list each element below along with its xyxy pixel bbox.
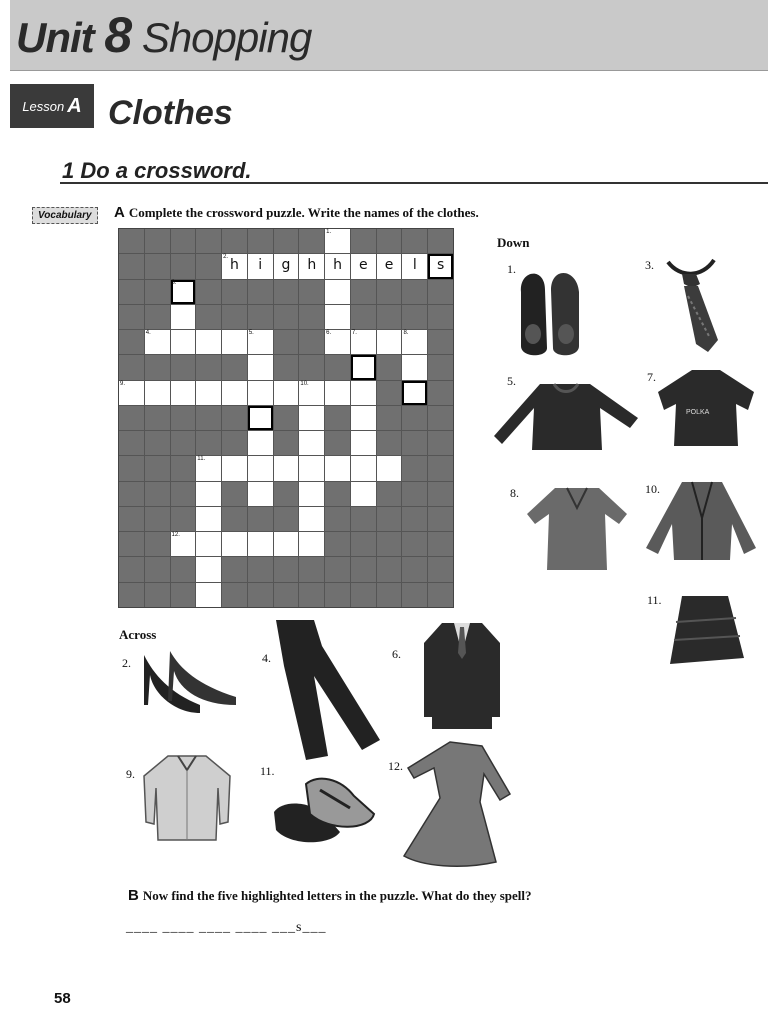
crossword-blank [222, 507, 247, 531]
crossword-blank [248, 229, 273, 253]
crossword-cell[interactable] [325, 280, 350, 304]
across-clue-11-number: 11. [260, 764, 275, 778]
crossword-cell[interactable] [222, 254, 247, 278]
entered-letter: i [258, 257, 263, 274]
crossword-blank [171, 406, 196, 430]
across-clue-9-number: 9. [126, 767, 135, 781]
crossword-blank [274, 583, 299, 607]
crossword-blank [119, 583, 144, 607]
across-heading: Across [119, 627, 157, 642]
crossword-grid [118, 228, 454, 608]
part-b-letter: B [128, 887, 139, 904]
crossword-blank [428, 482, 453, 506]
crossword-blank [351, 557, 376, 581]
crossword-cell[interactable] [299, 406, 324, 430]
crossword-blank [145, 229, 170, 253]
crossword-cell[interactable] [248, 381, 273, 405]
page-number: 58 [54, 990, 71, 1007]
entered-letter: e [358, 257, 368, 274]
crossword-blank [222, 431, 247, 455]
crossword-blank [119, 532, 144, 556]
crossword-cell[interactable] [248, 431, 273, 455]
crossword-cell[interactable] [325, 330, 350, 354]
crossword-blank [402, 557, 427, 581]
crossword-blank [402, 229, 427, 253]
crossword-blank [171, 583, 196, 607]
high-heels-icon [140, 645, 242, 717]
crossword-cell[interactable] [274, 254, 299, 278]
crossword-blank [222, 280, 247, 304]
part-b-heading [128, 887, 532, 905]
crossword-cell[interactable] [196, 482, 221, 506]
crossword-cell[interactable] [351, 254, 376, 278]
crossword-blank [171, 355, 196, 379]
crossword-blank [351, 507, 376, 531]
section-divider [60, 182, 768, 184]
across-clue-6-number: 6. [392, 647, 401, 661]
tie-icon [660, 256, 722, 354]
crossword-blank [119, 406, 144, 430]
crossword-blank [428, 330, 453, 354]
unit-name: Shopping [141, 14, 312, 61]
crossword-blank [325, 557, 350, 581]
clue-number: 12. [171, 532, 180, 539]
crossword-blank [402, 507, 427, 531]
crossword-cell[interactable] [248, 482, 273, 506]
down-clue-7-number: 7. [647, 370, 656, 384]
crossword-cell[interactable] [248, 330, 273, 354]
crossword-blank [145, 305, 170, 329]
crossword-blank [402, 583, 427, 607]
vocabulary-tag: Vocabulary [32, 207, 98, 224]
crossword-cell[interactable] [351, 330, 376, 354]
down-clue-10-number: 10. [645, 482, 660, 496]
crossword-blank [119, 280, 144, 304]
crossword-blank [428, 532, 453, 556]
crossword-cell[interactable] [145, 330, 170, 354]
crossword-cell[interactable] [119, 381, 144, 405]
crossword-cell[interactable] [196, 456, 221, 480]
crossword-blank [248, 507, 273, 531]
entered-letter: h [333, 257, 342, 274]
crossword-cell[interactable] [171, 381, 196, 405]
crossword-blank [145, 583, 170, 607]
clue-number: 6. [326, 330, 332, 337]
crossword-cell[interactable] [377, 254, 402, 278]
crossword-cell[interactable] [274, 381, 299, 405]
crossword-blank [171, 456, 196, 480]
crossword-blank [196, 355, 221, 379]
crossword-blank [196, 254, 221, 278]
crossword-blank [222, 482, 247, 506]
crossword-blank [325, 355, 350, 379]
crossword-blank [325, 482, 350, 506]
crossword-cell[interactable] [171, 280, 196, 304]
crossword-blank [119, 557, 144, 581]
crossword-blank [351, 305, 376, 329]
crossword-blank [119, 355, 144, 379]
crossword-blank [377, 482, 402, 506]
sweater-icon [492, 378, 642, 454]
crossword-cell[interactable] [351, 381, 376, 405]
lesson-title: Clothes [108, 94, 233, 132]
blouse-icon [525, 484, 629, 574]
clue-number: 4. [145, 330, 151, 337]
part-a-instruction: Complete the crossword puzzle. Write the names of the clothes. [128, 205, 479, 220]
crossword-blank [428, 583, 453, 607]
crossword-cell[interactable] [299, 431, 324, 455]
crossword-cell[interactable] [299, 456, 324, 480]
crossword-blank [428, 456, 453, 480]
crossword-cell[interactable] [145, 381, 170, 405]
crossword-blank [299, 355, 324, 379]
crossword-cell[interactable] [299, 381, 324, 405]
crossword-blank [145, 532, 170, 556]
crossword-blank [351, 280, 376, 304]
crossword-cell[interactable] [222, 381, 247, 405]
crossword-cell[interactable] [196, 381, 221, 405]
crossword-blank [428, 507, 453, 531]
entered-letter: h [230, 257, 239, 274]
crossword-blank [377, 381, 402, 405]
crossword-blank [402, 456, 427, 480]
crossword-cell[interactable] [196, 557, 221, 581]
down-clue-5-number: 5. [507, 374, 516, 388]
crossword-blank [145, 355, 170, 379]
crossword-cell[interactable] [325, 305, 350, 329]
crossword-cell[interactable] [222, 330, 247, 354]
part-a-letter: A [114, 204, 125, 221]
across-clue-12-number: 12. [388, 759, 403, 773]
entered-letter: h [307, 257, 317, 274]
crossword-cell[interactable] [171, 305, 196, 329]
crossword-blank [222, 305, 247, 329]
clue-number: 8. [403, 330, 409, 337]
crossword-cell[interactable] [325, 229, 350, 253]
crossword-blank [145, 431, 170, 455]
shoes-icon [515, 262, 585, 360]
crossword-blank [274, 280, 299, 304]
clue-number: 9. [120, 380, 126, 387]
crossword-blank [325, 406, 350, 430]
crossword-cell[interactable] [299, 254, 324, 278]
lesson-tab [10, 84, 94, 128]
crossword-blank [171, 482, 196, 506]
jacket-icon [644, 478, 760, 562]
crossword-blank [377, 280, 402, 304]
answer-blanks[interactable]: ____ ____ ____ ____ ___s___ [126, 920, 327, 935]
crossword-blank [377, 532, 402, 556]
crossword-blank [377, 507, 402, 531]
crossword-blank [222, 355, 247, 379]
entered-letter: e [384, 257, 394, 274]
crossword-blank [274, 557, 299, 581]
crossword-blank [119, 482, 144, 506]
crossword-blank [428, 557, 453, 581]
crossword-blank [196, 305, 221, 329]
crossword-blank [196, 229, 221, 253]
crossword-blank [222, 557, 247, 581]
crossword-blank [428, 229, 453, 253]
crossword-blank [274, 482, 299, 506]
crossword-blank [377, 431, 402, 455]
crossword-blank [299, 305, 324, 329]
crossword-blank [428, 406, 453, 430]
crossword-blank [377, 406, 402, 430]
crossword-blank [299, 557, 324, 581]
crossword-blank [145, 456, 170, 480]
clue-number: 10. [300, 380, 309, 387]
crossword-blank [377, 355, 402, 379]
crossword-blank [299, 583, 324, 607]
across-clue-4-number: 4. [262, 651, 271, 665]
crossword-blank [351, 229, 376, 253]
section-title: 1 Do a crossword. [62, 158, 252, 183]
clue-number: 3. [171, 279, 177, 286]
crossword-blank [428, 431, 453, 455]
down-heading: Down [497, 235, 530, 250]
crossword-blank [145, 507, 170, 531]
crossword-blank [248, 583, 273, 607]
crossword-cell[interactable] [351, 355, 376, 379]
entered-letter: l [412, 257, 417, 274]
crossword-blank [119, 507, 144, 531]
entered-letter: g [281, 257, 291, 274]
crossword-blank [325, 431, 350, 455]
crossword-blank [402, 305, 427, 329]
crossword-cell[interactable] [196, 507, 221, 531]
clue-number: 2. [223, 254, 229, 261]
crossword-cell[interactable] [351, 406, 376, 430]
crossword-cell[interactable] [325, 456, 350, 480]
crossword-blank [274, 507, 299, 531]
crossword-cell[interactable] [299, 532, 324, 556]
crossword-blank [171, 229, 196, 253]
crossword-blank [145, 254, 170, 278]
clue-number: 5. [248, 330, 254, 337]
crossword-cell[interactable] [299, 507, 324, 531]
suit-icon [422, 613, 502, 731]
clue-number: 7. [351, 330, 357, 337]
crossword-blank [351, 532, 376, 556]
clue-number: 11. [197, 456, 206, 463]
crossword-cell[interactable] [196, 330, 221, 354]
unit-title [16, 6, 311, 64]
crossword-blank [119, 254, 144, 278]
crossword-cell[interactable] [171, 330, 196, 354]
pants-icon [270, 616, 382, 762]
sneakers-icon [270, 770, 378, 850]
crossword-blank [171, 254, 196, 278]
crossword-blank [274, 229, 299, 253]
clue-number: 1. [326, 229, 332, 235]
crossword-cell[interactable] [377, 456, 402, 480]
crossword-cell[interactable] [248, 254, 273, 278]
crossword-blank [222, 583, 247, 607]
crossword-cell[interactable] [274, 456, 299, 480]
crossword-blank [299, 280, 324, 304]
crossword-blank [196, 431, 221, 455]
crossword-blank [299, 330, 324, 354]
crossword-cell[interactable] [325, 381, 350, 405]
crossword-blank [274, 305, 299, 329]
crossword-blank [171, 431, 196, 455]
crossword-blank [377, 305, 402, 329]
crossword-cell[interactable] [351, 456, 376, 480]
crossword-blank [145, 406, 170, 430]
t-shirt-print: POLKA [686, 409, 710, 416]
crossword-cell[interactable] [299, 482, 324, 506]
crossword-blank [299, 229, 324, 253]
crossword-blank [274, 431, 299, 455]
crossword-cell[interactable] [248, 355, 273, 379]
lesson-letter: A [67, 94, 82, 117]
dress-icon [400, 738, 512, 870]
down-clue-1-number: 1. [507, 262, 516, 276]
t-shirt-icon [656, 366, 756, 450]
shirt-icon [142, 752, 232, 844]
down-clue-3-number: 3. [645, 258, 654, 272]
crossword-blank [145, 280, 170, 304]
crossword-blank [196, 406, 221, 430]
crossword-blank [119, 229, 144, 253]
crossword-cell[interactable] [377, 330, 402, 354]
crossword-blank [248, 305, 273, 329]
crossword-blank [171, 557, 196, 581]
crossword-blank [171, 507, 196, 531]
crossword-blank [274, 330, 299, 354]
crossword-blank [402, 406, 427, 430]
crossword-blank [325, 507, 350, 531]
crossword-blank [402, 431, 427, 455]
crossword-cell[interactable] [171, 532, 196, 556]
crossword-blank [402, 280, 427, 304]
crossword-cell[interactable] [402, 254, 427, 278]
part-b-instruction: Now find the five highlighted letters in the puzzle. What do they spell? [142, 888, 532, 903]
crossword-blank [428, 280, 453, 304]
crossword-cell[interactable] [196, 532, 221, 556]
crossword-cell[interactable] [222, 532, 247, 556]
lesson-label: Lesson [22, 98, 65, 114]
crossword-blank [119, 305, 144, 329]
crossword-blank [119, 330, 144, 354]
crossword-blank [325, 583, 350, 607]
crossword-cell[interactable] [274, 532, 299, 556]
down-clue-11-number: 11. [647, 593, 662, 607]
down-clue-8-number: 8. [510, 486, 519, 500]
crossword-blank [377, 229, 402, 253]
crossword-blank [274, 406, 299, 430]
crossword-blank [351, 583, 376, 607]
unit-number: 8 [104, 7, 132, 63]
crossword-blank [196, 280, 221, 304]
crossword-cell[interactable] [351, 431, 376, 455]
part-a-heading [114, 204, 479, 222]
crossword-blank [377, 583, 402, 607]
crossword-cell[interactable] [402, 330, 427, 354]
crossword-blank [222, 406, 247, 430]
crossword-blank [274, 355, 299, 379]
skirt-icon [666, 592, 746, 668]
crossword-blank [248, 557, 273, 581]
crossword-blank [428, 381, 453, 405]
crossword-cell[interactable] [402, 381, 427, 405]
across-clue-2-number: 2. [122, 656, 131, 670]
crossword-blank [325, 532, 350, 556]
crossword-cell[interactable] [222, 456, 247, 480]
crossword-blank [119, 456, 144, 480]
crossword-blank [145, 557, 170, 581]
crossword-blank [377, 557, 402, 581]
crossword-blank [428, 305, 453, 329]
crossword-blank [428, 355, 453, 379]
crossword-blank [402, 532, 427, 556]
crossword-blank [145, 482, 170, 506]
crossword-cell[interactable] [351, 482, 376, 506]
crossword-cell[interactable] [325, 254, 350, 278]
crossword-blank [402, 482, 427, 506]
crossword-blank [248, 280, 273, 304]
entered-letter: s [436, 257, 445, 274]
crossword-cell[interactable] [196, 583, 221, 607]
crossword-cell[interactable] [248, 406, 273, 430]
crossword-cell[interactable] [402, 355, 427, 379]
crossword-cell[interactable] [248, 532, 273, 556]
unit-label: Unit [16, 14, 94, 61]
crossword-blank [119, 431, 144, 455]
crossword-cell[interactable] [248, 456, 273, 480]
crossword-blank [222, 229, 247, 253]
crossword-cell[interactable] [428, 254, 453, 278]
